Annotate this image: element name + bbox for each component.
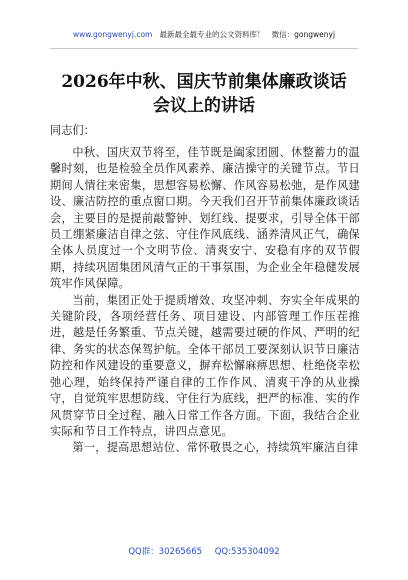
site-url-link[interactable]: www.gongwenyj.com [72, 30, 153, 39]
document-body [50, 145, 360, 457]
header-divider [50, 48, 358, 49]
body-paragraph: 第一，提高思想站位、常怀敬畏之心，持续筑牢廉洁自律 [72, 441, 359, 455]
document-title: 2026年中秋、国庆节前集体廉政谈话会议上的讲话 [61, 72, 347, 116]
site-header [0, 30, 408, 40]
site-tagline: 最新最全最专业的公文资料库！ [159, 30, 265, 39]
page-footer [0, 546, 408, 558]
wechat-id: 微信：gongwenyj [271, 30, 336, 39]
qq-number: QQ:535304092 [214, 547, 280, 557]
body-paragraph: 中秋、国庆双节将至，佳节既是阖家团圆、休整蓄力的温馨时刻，也是检验全员作风素养、廉洁操守的关键节点。节日期间人情往来密集，思想容易松懈、作风容易松弛，是作风建设、廉洁防控的重点窗口期。今天我们召开节前集体廉政谈话会，主要目的是提前敲警钟、划红线、提要求，引导全体干部员工绷紧廉洁自律之弦、守住作风底线、涵养清风正气，确保全体人员度过一个文明节俭、清爽安宁、安稳有序的双节假期，持续巩固集团风清气正的干事氛围，为企业全年稳健发展筑牢作风保障。 [50, 146, 360, 291]
salutation: 同志们： [50, 124, 95, 137]
qq-group-number: QQ群：30265665 [128, 547, 203, 557]
body-paragraph: 当前，集团正处于提质增效、攻坚冲刺、夯实全年成果的关键阶段，各项经营任务、项目建设、内部管理工作压茬推进，越是任务繁重、节点关键，越需要过硬的作风、严明的纪律、务实的状态保驾护航。全体干部员工要深刻认识节日廉洁防控和作风建设的重要意义，摒弃松懈麻痹思想、杜绝侥幸松弛心理，始终保持严谨自律的工作作风、清爽干净的从业操守，自觉筑牢思想防线、守住行为底线，把严的标准、实的作风贯穿节日全过程、融入日常工作各方面。下面，我结合企业实际和节日工作特点，讲四点意见。 [50, 293, 360, 438]
